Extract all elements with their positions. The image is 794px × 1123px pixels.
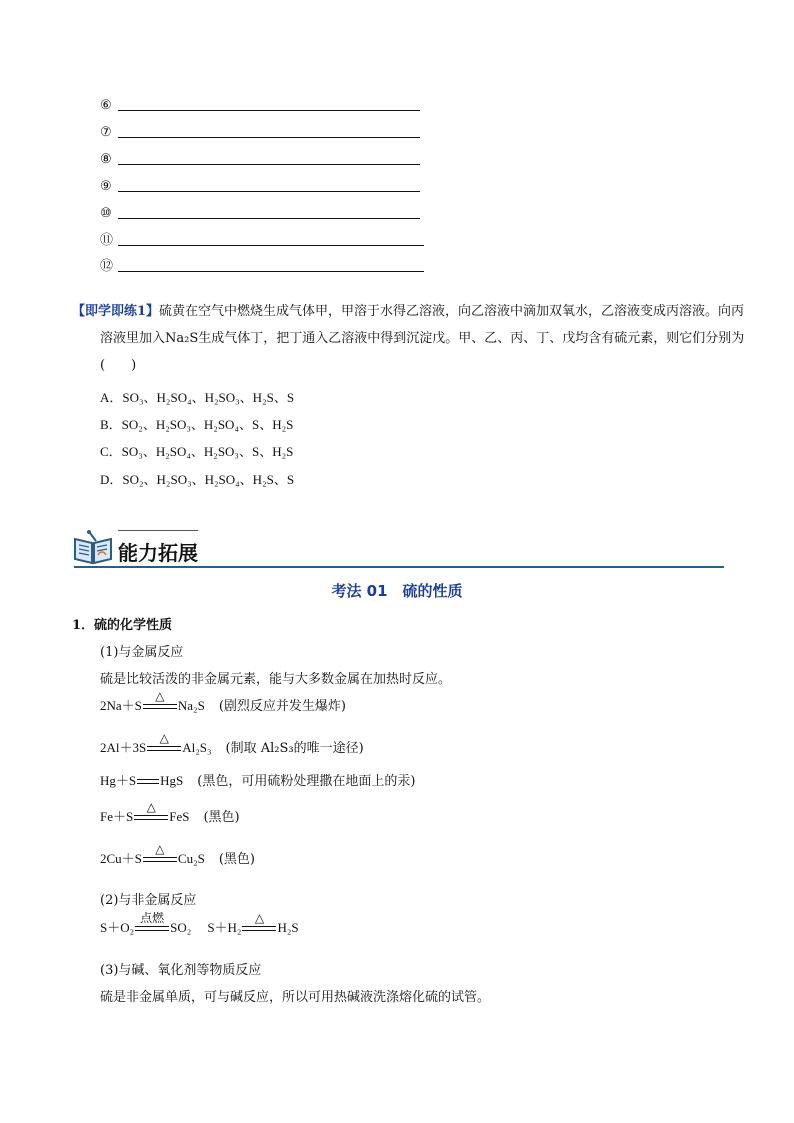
eq-left: 2Cu＋S <box>100 851 142 866</box>
eq-right: SO₂ <box>170 920 192 935</box>
eq-right: FeS <box>169 809 190 824</box>
metal-intro: 硫是比较活泼的非金属元素，能与大多数金属在加热时反应。 <box>100 672 452 687</box>
reaction-arrow <box>135 912 169 936</box>
section-heading: 1．硫的化学性质 <box>72 618 173 633</box>
book-icon <box>72 529 114 565</box>
reaction-arrow <box>134 801 168 825</box>
eq-right: Cu₂S <box>177 851 205 866</box>
eq-left: Fe＋S <box>100 809 134 824</box>
reaction-arrow <box>143 843 177 867</box>
banner-title: 能力拓展 <box>118 541 198 565</box>
reaction-arrow <box>147 732 181 756</box>
equation-nonmetal <box>100 912 299 936</box>
answer-blank-8[interactable] <box>100 148 420 168</box>
answer-blank-11[interactable] <box>100 229 424 249</box>
answer-blank-12[interactable] <box>100 255 424 275</box>
equation-hg <box>100 765 415 789</box>
equation-al <box>100 732 364 756</box>
reaction-arrow <box>242 912 276 936</box>
blank-number: ⑦ <box>100 125 112 140</box>
base-oxidizer-text: 硫是非金属单质，可与碱反应，所以可用热碱液洗涤熔化硫的试管。 <box>100 990 491 1005</box>
eq-left: 2Na＋S <box>100 698 142 713</box>
eq-left: S＋H₂ <box>207 920 242 935</box>
blank-number: ⑧ <box>100 152 112 167</box>
answer-blank-7[interactable] <box>100 121 420 141</box>
answer-blank-10[interactable] <box>100 202 420 222</box>
eq-right: HgS <box>160 773 184 788</box>
eq-note: (黑色) <box>218 852 255 867</box>
eq-note: (黑色) <box>203 810 240 825</box>
option-a[interactable]: A．SO₃、H₂SO₄、H₂SO₃、H₂S、S <box>100 390 295 405</box>
method-title: 考法 01 硫的性质 <box>331 582 463 600</box>
answer-blank-6[interactable] <box>100 94 420 114</box>
eq-right: Na₂S <box>177 698 205 713</box>
equation-cu <box>100 843 255 867</box>
subheading-base-oxidizer: (3)与碱、氧化剂等物质反应 <box>100 963 262 978</box>
blank-number: ⑩ <box>100 206 112 221</box>
eq-condition: △ <box>155 689 165 703</box>
equation-na <box>100 690 346 714</box>
answer-blank-9[interactable] <box>100 175 420 195</box>
option-c[interactable]: C．SO₃、H₂SO₄、H₂SO₃、S、H₂S <box>100 444 294 459</box>
eq-left: S＋O₂ <box>100 920 135 935</box>
subheading-metal: (1)与金属反应 <box>100 645 184 660</box>
eq-condition: △ <box>155 842 165 856</box>
eq-note: (黑色，可用硫粉处理撒在地面上的汞) <box>197 774 416 789</box>
blank-number: ⑫ <box>100 259 114 274</box>
banner-top-line <box>118 530 198 531</box>
eq-note: (制取 Al₂S₃的唯一途径) <box>225 741 364 756</box>
reaction-arrow <box>143 690 177 714</box>
eq-left: 2Al＋3S <box>100 740 147 755</box>
eq-right: H₂S <box>277 920 299 935</box>
exercise-text: 硫黄在空气中燃烧生成气体甲，甲溶于水得乙溶液，向乙溶液中滴加双氧水，乙溶液变成丙溶液。向丙溶液里加入Na₂S生成气体丁，把丁通入乙溶液中得到沉淀戊。甲、乙、丙、丁、戊均含有硫元素，则它们分别为( ) <box>100 304 745 373</box>
exercise-question <box>72 298 750 379</box>
eq-condition: △ <box>159 731 169 745</box>
subheading-nonmetal: (2)与非金属反应 <box>100 893 197 908</box>
reaction-arrow <box>137 765 159 789</box>
eq-left: Hg＋S <box>100 773 137 788</box>
blank-number: ⑨ <box>100 179 112 194</box>
exercise-label: 【即学即练1】 <box>72 304 160 319</box>
eq-right: Al₂S₃ <box>182 740 212 755</box>
equation-fe <box>100 801 240 825</box>
eq-condition: △ <box>254 911 265 925</box>
eq-note: (剧烈反应并发生爆炸) <box>218 699 346 714</box>
banner-rule <box>74 566 724 568</box>
blank-number: ⑥ <box>100 98 112 113</box>
eq-condition: △ <box>146 800 156 814</box>
eq-condition: 点燃 <box>140 911 165 925</box>
option-b[interactable]: B．SO₂、H₂SO₃、H₂SO₄、S、H₂S <box>100 417 294 432</box>
option-d[interactable]: D．SO₂、H₂SO₃、H₂SO₄、H₂S、S <box>100 472 295 487</box>
blank-number: ⑪ <box>100 233 114 248</box>
